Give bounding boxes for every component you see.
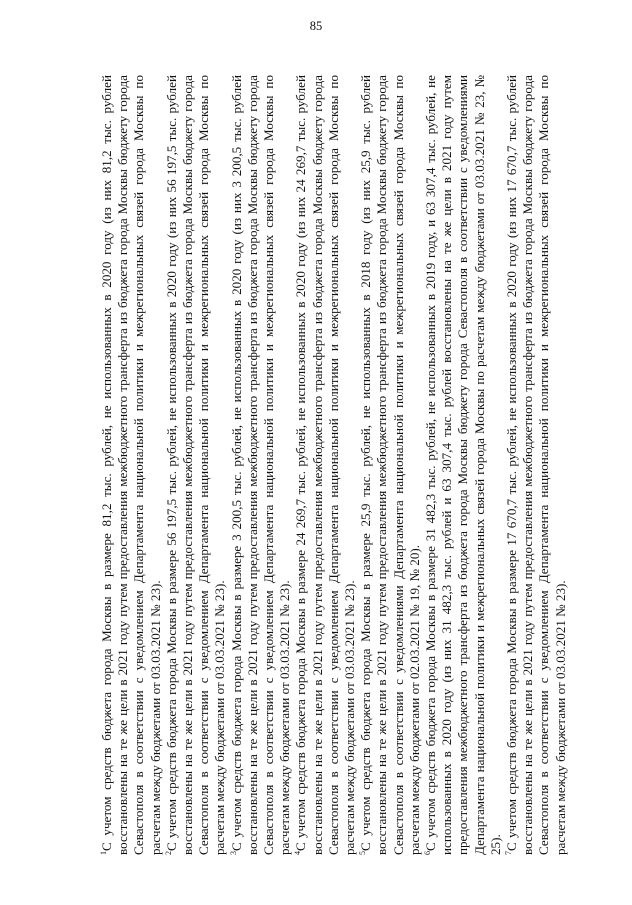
footnote-text: С учетом средств бюджета города Москвы в размере 24 269,7 тыс. рублей, не использованных в 2020 году (из них 24 269,7 тыс. рублей восстановлены на те же цели в 2021 году путем предоставления межбюджетного трансферта из бюджета города Москвы бюджету города Севастополя в соответствии с уведомлением Департамента национальной политики и межрегиональных связей города Москвы по расчетам между бюджетами от 03.03.2021 № 23).	[293, 75, 358, 855]
footnote-4	[293, 75, 358, 855]
footnote-marker: 7	[504, 851, 514, 855]
footnote-marker: 2	[163, 851, 173, 855]
footnote-3	[229, 75, 294, 855]
footnote-5	[358, 75, 423, 855]
footnote-1	[99, 75, 164, 855]
footnote-7	[504, 75, 569, 855]
footnote-text: С учетом средств бюджета города Москвы в размере 31 482,3 тыс. рублей, не использованных в 2019 году, и 63 307,4 тыс. рублей, не использованных в 2020 году (из них 31 482,3 тыс. рублей и 63 307,4 тыс. рублей восстановлены на те же цели в 2021 году путем предоставления межбюджетного трансферта из бюджета города Москвы бюджету города Севастополя в соответствии с уведомлениями Департамента национальной политики и межрегиональных связей города Москвы по расчетам между бюджетами от 03.03.2021 № 23, № 25).	[423, 75, 503, 855]
page-number: 85	[309, 19, 323, 33]
footnote-text: С учетом средств бюджета города Москвы в размере 81,2 тыс. рублей, не использованных в 2020 году (из них 81,2 тыс. рублей восстановлены на те же цели в 2021 году путем предоставления межбюджетного трансферта из бюджета города Москвы бюджету города Севастополя в соответствии с уведомлением Департамента национальной политики и межрегиональных связей города Москвы по расчетам между бюджетами от 03.03.2021 № 23).	[99, 75, 163, 855]
footnote-6	[423, 75, 504, 855]
footnote-marker: 1	[99, 851, 108, 855]
footnote-marker: 5	[358, 851, 368, 855]
footnote-text: С учетом средств бюджета города Москвы в размере 3 200,5 тыс. рублей, не использованных в 2020 году (из них 3 200,5 тыс. рублей восстановлены на те же цели в 2021 году путем предоставления межбюджетного трансферта из бюджета города Москвы бюджету города Севастополя в соответствии с уведомлением Департамента национальной политики и межрегиональных связей города Москвы по расчетам между бюджетами от 03.03.2021 № 23).	[228, 75, 293, 855]
footnote-2	[164, 75, 229, 855]
footnotes-block	[99, 75, 569, 855]
footnote-marker: 6	[423, 851, 433, 855]
footnote-text: С учетом средств бюджета города Москвы в размере 17 670,7 тыс. рублей, не использованных в 2020 году (из них 17 670,7 тыс. рублей восстановлены на те же цели в 2021 году путем предоставления межбюджетного трансферта из бюджета города Москвы бюджету города Севастополя в соответствии с уведомлением Департамента национальной политики и межрегиональных связей города Москвы по расчетам между бюджетами от 03.03.2021 № 23).	[504, 75, 568, 855]
footnote-marker: 3	[228, 851, 238, 855]
footnote-text: С учетом средств бюджета города Москвы в размере 25,9 тыс. рублей, не использованных в 2018 году (из них 25,9 тыс. рублей восстановлены на те же цели в 2021 году путем предоставления межбюджетного трансферта из бюджета города Москвы бюджету города Севастополя в соответствии с уведомлениями Департамента национальной политики и межрегиональных связей города Москвы по расчетам между бюджетами от 02.03.2021 № 19, № 20).	[358, 75, 422, 855]
footnote-text: С учетом средств бюджета города Москвы в размере 56 197,5 тыс. рублей, не использованных в 2020 году (из них 56 197,5 тыс. рублей восстановлены на те же цели в 2021 году путем предоставления межбюджетного трансферта из бюджета города Москвы бюджету города Севастополя в соответствии с уведомлением Департамента национальной политики и межрегиональных связей города Москвы по расчетам между бюджетами от 03.03.2021 № 23).	[163, 75, 228, 855]
footnote-marker: 4	[293, 851, 303, 855]
